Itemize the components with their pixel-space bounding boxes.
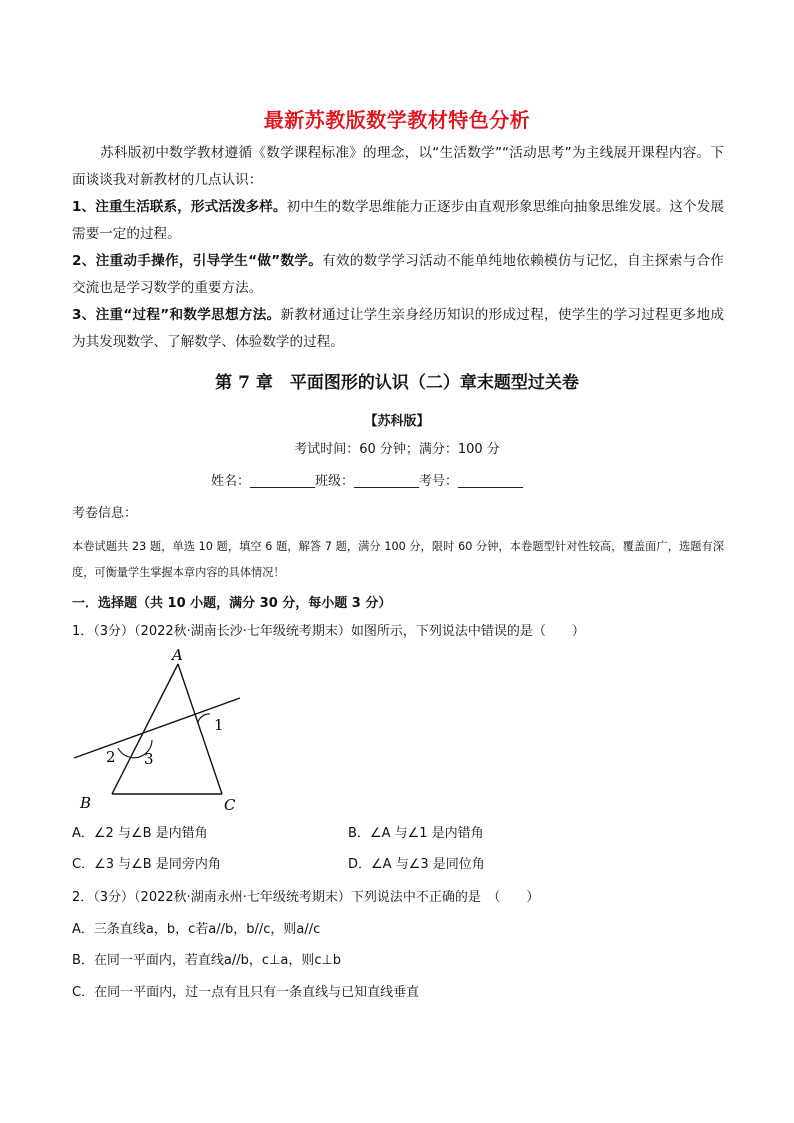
angle-label-3: 3	[144, 750, 154, 768]
angle-label-1: 1	[214, 716, 224, 734]
question-1-option-c: C．∠3 与∠B 是同旁内角	[72, 857, 221, 872]
triangle-figure	[66, 644, 256, 816]
question-1-option-d: D．∠A 与∠3 是同位角	[348, 857, 485, 872]
exam-time-score: 考试时间：60 分钟；满分：100 分	[294, 442, 500, 457]
question-2-stem: 2．（3分）（2022秋·湖南永州·七年级统考期末）下列说法中不正确的是 （ ）	[72, 890, 540, 905]
point-3-text: 新教材通过让学生亲身经历知识的形成过程，使学生的学习过程更多地成为其发现数学、了解数学、体验数学的过程。	[72, 307, 725, 350]
edition-label: 【苏科版】	[364, 414, 430, 429]
vertex-label-c: C	[224, 796, 236, 814]
ad-title: 最新苏教版数学教材特色分析	[263, 108, 531, 132]
question-2-option-b: B．在同一平面内，若直线a//b，c⊥a，则c⊥b	[72, 953, 342, 968]
point-3-heading: 3、注重“过程”和数学思想方法。	[72, 307, 281, 323]
question-1-option-a: A．∠2 与∠B 是内错角	[72, 826, 208, 841]
point-1-text: 初中生的数学思维能力正逐步由直观形象思维向抽象思维发展。这个发展需要一定的过程。	[72, 199, 724, 242]
point-3	[72, 302, 724, 356]
vertex-label-a: A	[172, 646, 183, 664]
point-2-heading: 2、注重动手操作，引导学生“做”数学。	[72, 253, 323, 269]
question-2-option-c: C．在同一平面内，过一点有且只有一条直线与已知直线垂直	[72, 985, 420, 1000]
triangle-side-ab	[112, 664, 178, 794]
exam-info-text: 本卷试题共 23 题，单选 10 题，填空 6 题，解答 7 题，满分 100 分，限时 60 分钟，本卷题型针对性较高，覆盖面广，选题有深度，可衡量学生掌握本章内容的具体情况！	[72, 540, 724, 579]
vertex-label-b: B	[80, 794, 92, 812]
section-heading: 一．选择题（共 10 小题，满分 30 分，每小题 3 分）	[72, 596, 392, 611]
exam-info-label: 考卷信息：	[72, 506, 138, 521]
angle-label-2: 2	[106, 748, 116, 766]
angle-arc-1	[198, 714, 210, 722]
intro-paragraph: 苏科版初中数学教材遵循《数学课程标准》的理念，以“生活数学”“活动思考”为主线展开课程内容。下面谈谈我对新教材的几点认识：	[72, 145, 724, 188]
question-1-option-b: B．∠A 与∠1 是内错角	[348, 826, 484, 841]
chapter-title: 第 7 章 平面图形的认识（二）章末题型过关卷	[215, 373, 579, 393]
student-info-line: 姓名：__________班级：__________考号：__________	[211, 474, 524, 489]
point-2-text: 有效的数学学习活动不能单纯地依赖模仿与记忆，自主探索与合作交流也是学习数学的重要方法。	[72, 253, 724, 296]
point-1-heading: 1、注重生活联系，形式活泼多样。	[72, 199, 287, 215]
point-1	[72, 194, 724, 248]
point-2	[72, 248, 724, 302]
question-2-option-a: A．三条直线a，b，c若a//b，b//c，则a//c	[72, 922, 321, 937]
question-1-stem: 1．（3分）（2022秋·湖南长沙·七年级统考期末）如图所示，下列说法中错误的是（ ）	[72, 624, 585, 639]
